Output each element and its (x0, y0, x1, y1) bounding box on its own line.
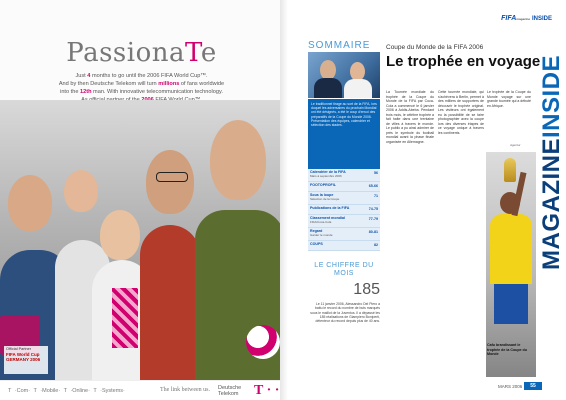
player-shorts (494, 284, 528, 324)
toc-item-title: COUPS (310, 242, 323, 246)
fans-photo (0, 100, 283, 380)
fan-head (210, 120, 266, 200)
glasses (156, 172, 188, 182)
toc-item[interactable] (308, 215, 380, 228)
person-head (320, 60, 336, 80)
telekom-t-logo: T · · (254, 383, 280, 398)
fifa-label: FIFA (501, 15, 517, 22)
ad-line-1: Just 4 months to go until the 2006 FIFA World Cup™. (75, 73, 208, 79)
football (246, 325, 280, 359)
toc-item-page: 65-66 (368, 184, 378, 188)
magazine-page (288, 0, 566, 400)
fifa-magazine-header (501, 15, 552, 22)
fan-shirt (140, 225, 200, 380)
person-body (344, 79, 372, 98)
article-column-3: Le trophée de la Coupe du Monde voyage sur une grande tournée qui a débuté en Afrique. (487, 90, 531, 108)
toc-item-page: 71 (374, 194, 378, 198)
brand-prefix: Passiona (66, 38, 185, 68)
toc-item-page: 82 (374, 243, 378, 247)
toc-item-page: 74-75 (368, 207, 378, 211)
partner-label: Official Partner (6, 347, 32, 351)
article-title: Le trophée en voyage (386, 53, 541, 70)
toc-item-title: Regard (310, 229, 323, 233)
fan-head (146, 150, 194, 214)
ad-footer (0, 380, 283, 400)
player-jersey (490, 214, 532, 284)
deutsche-telekom-wordmark: Deutsche Telekom (218, 385, 242, 397)
sommaire-intro: Le traditionnel tirage au sort de la FIFA, lors duquel les adversaires du prochain Mondial ont été désignés, a été le coup d'envoi des préparatifs de la Coupe du Monde 2006. Présentation des équipes, calendrier et sélection des stades. (308, 99, 380, 169)
fan-head (64, 170, 98, 212)
toc-item[interactable] (308, 228, 380, 241)
brand-t: T (185, 38, 201, 68)
article-kicker: Coupe du Monde de la FIFA 2006 (386, 44, 484, 51)
ad-line-3: into the 12th man. With innovative telecommunication technology. (60, 89, 223, 95)
toc-item-subtitle: FIFA/Coca-Cola (310, 220, 332, 224)
toc-item-page: 77-79 (368, 217, 378, 221)
toc-item-subtitle: Mars à septembre 2006 (310, 174, 342, 178)
article-column-1: La Tournée mondiale du trophée de la Coupe du Monde de la FIFA par Coca-Cola a commencé le 6 janvier 2006 à Addis-Abeba. Pendant trois mois, le célèbre trophée a fait halte dans une trentaine de villes à travers le monde. Le public a pu ainsi admirer de près le symbole du football mondial avant la phase finale organisée en Allemagne. (386, 90, 434, 144)
toc-item[interactable] (308, 182, 380, 192)
page-gutter (280, 0, 288, 400)
tagline: The link between us. (160, 387, 210, 393)
toc-item-subtitle: Garder le monde (310, 233, 333, 237)
fan-head (8, 175, 52, 231)
toc-item-page: 80-81 (368, 230, 378, 234)
ad-line-2: And by then Deutsche Telekom will turn millions of fans worldwide (58, 81, 225, 87)
sommaire-heading: SOMMAIRE (308, 40, 371, 51)
fan-head (100, 210, 140, 260)
toc-item-title: Publications de la FIFA (310, 206, 350, 210)
toc-item-title: Classement mondial (310, 216, 345, 220)
person-body (314, 78, 342, 98)
brand-suffix: e (200, 38, 217, 68)
toc-item[interactable] (308, 241, 380, 251)
toc-item[interactable] (308, 169, 380, 182)
sommaire-photo (308, 52, 380, 98)
issue-date: MARS 2006 (498, 384, 523, 389)
scarf (112, 288, 138, 348)
photo-credit: Agentur (510, 143, 521, 147)
trophy (504, 158, 516, 182)
chiffre-text: Le 11 janvier 2006, Alessandro Del Piero a battu le record du nombre de buts marqués sous le maillot de la Juventus. Il a dépassé les 185 réalisations de Giampiero Boniperti, détenteur du record depuis plus de 40 ans. (310, 302, 380, 324)
toc-item-title: Sous la loupe (310, 193, 334, 197)
toc-item[interactable] (308, 192, 380, 205)
brand-list: T ·Com· T ·Mobile· T ·Online· T ·Systems· (8, 388, 125, 394)
table-of-contents (308, 169, 380, 251)
toc-item-title: FOOTOPROFIL (310, 183, 336, 187)
toc-item-page: 56 (374, 171, 378, 175)
ad-brand-logo (0, 38, 283, 68)
page-number: 55 (524, 382, 542, 390)
world-cup-name: FIFA World Cup GERMANY 2006 (6, 352, 41, 362)
world-cup-partner-mark (4, 346, 48, 374)
chiffre-heading: LE CHIFFRE DU MOIS (314, 262, 374, 277)
inside-label: INSIDE (531, 16, 552, 22)
magazine-label: magazine (516, 17, 530, 21)
toc-item-title: Calendrier de la FIFA (310, 170, 346, 174)
vertical-section-title: MAGAZINEINSIDE (538, 54, 565, 270)
photo-caption: Cafu brandissant le trophée de la Coupe du Monde (487, 343, 527, 356)
article-column-2: Cette tournée mondiale, qui s'achèvera à Berlin, permet à des milliers de supporters de découvrir le trophée original. Les visiteurs ont également eu la possibilité de se faire photographier avec la coupe lors des diverses étapes de ce voyage unique à travers les continents. (438, 90, 484, 135)
chiffre-number: 185 (353, 281, 380, 298)
toc-item-subtitle: Sélection de la Coupe (310, 197, 340, 201)
toc-item[interactable] (308, 205, 380, 215)
